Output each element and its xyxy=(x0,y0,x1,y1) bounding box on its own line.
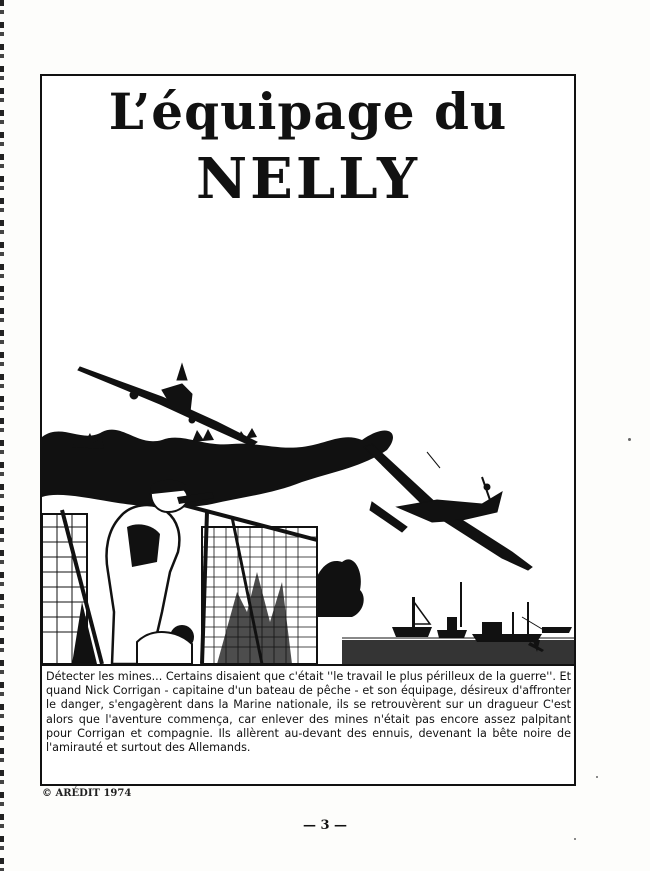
copyright-text: ARÉDIT 1974 xyxy=(55,788,132,799)
trees-right xyxy=(310,559,364,617)
copyright-symbol: © xyxy=(42,788,52,799)
caption-text: Détecter les mines... Certains disaient que c'était ''le travail le plus périlleux de la guerre''. Et quand Nick Corrigan - capitaine d'un bateau de pêche - et son équipage, désireux d'affronter le danger, s'engagèrent dans la Marine nationale, ils se retrouvèrent sur un dragueur C'est alors que l'aventure commença, car enlever des mines n'était pas encore assez palpitant pour Corrigan et compagnie. Ils allèrent au-devant des ennuis, devenant la bête noire de l'amirauté et surtout des Allemands. xyxy=(42,664,574,784)
scan-speck xyxy=(628,438,631,441)
smoke-cloud xyxy=(42,428,393,507)
minesweeper-ship-icon xyxy=(392,582,572,642)
bomber-plane-icon xyxy=(364,444,532,570)
scan-speck xyxy=(574,838,576,840)
page-edge xyxy=(0,0,4,871)
illustration xyxy=(42,272,574,664)
title-line-1: L’équipage du xyxy=(108,82,508,141)
sailor-figure-icon xyxy=(42,480,317,664)
scan-speck xyxy=(596,776,598,778)
cover-frame xyxy=(40,74,576,786)
page-number: — 3 — xyxy=(302,818,348,833)
copyright xyxy=(42,788,131,799)
title-line-2: NELLY xyxy=(195,146,420,212)
